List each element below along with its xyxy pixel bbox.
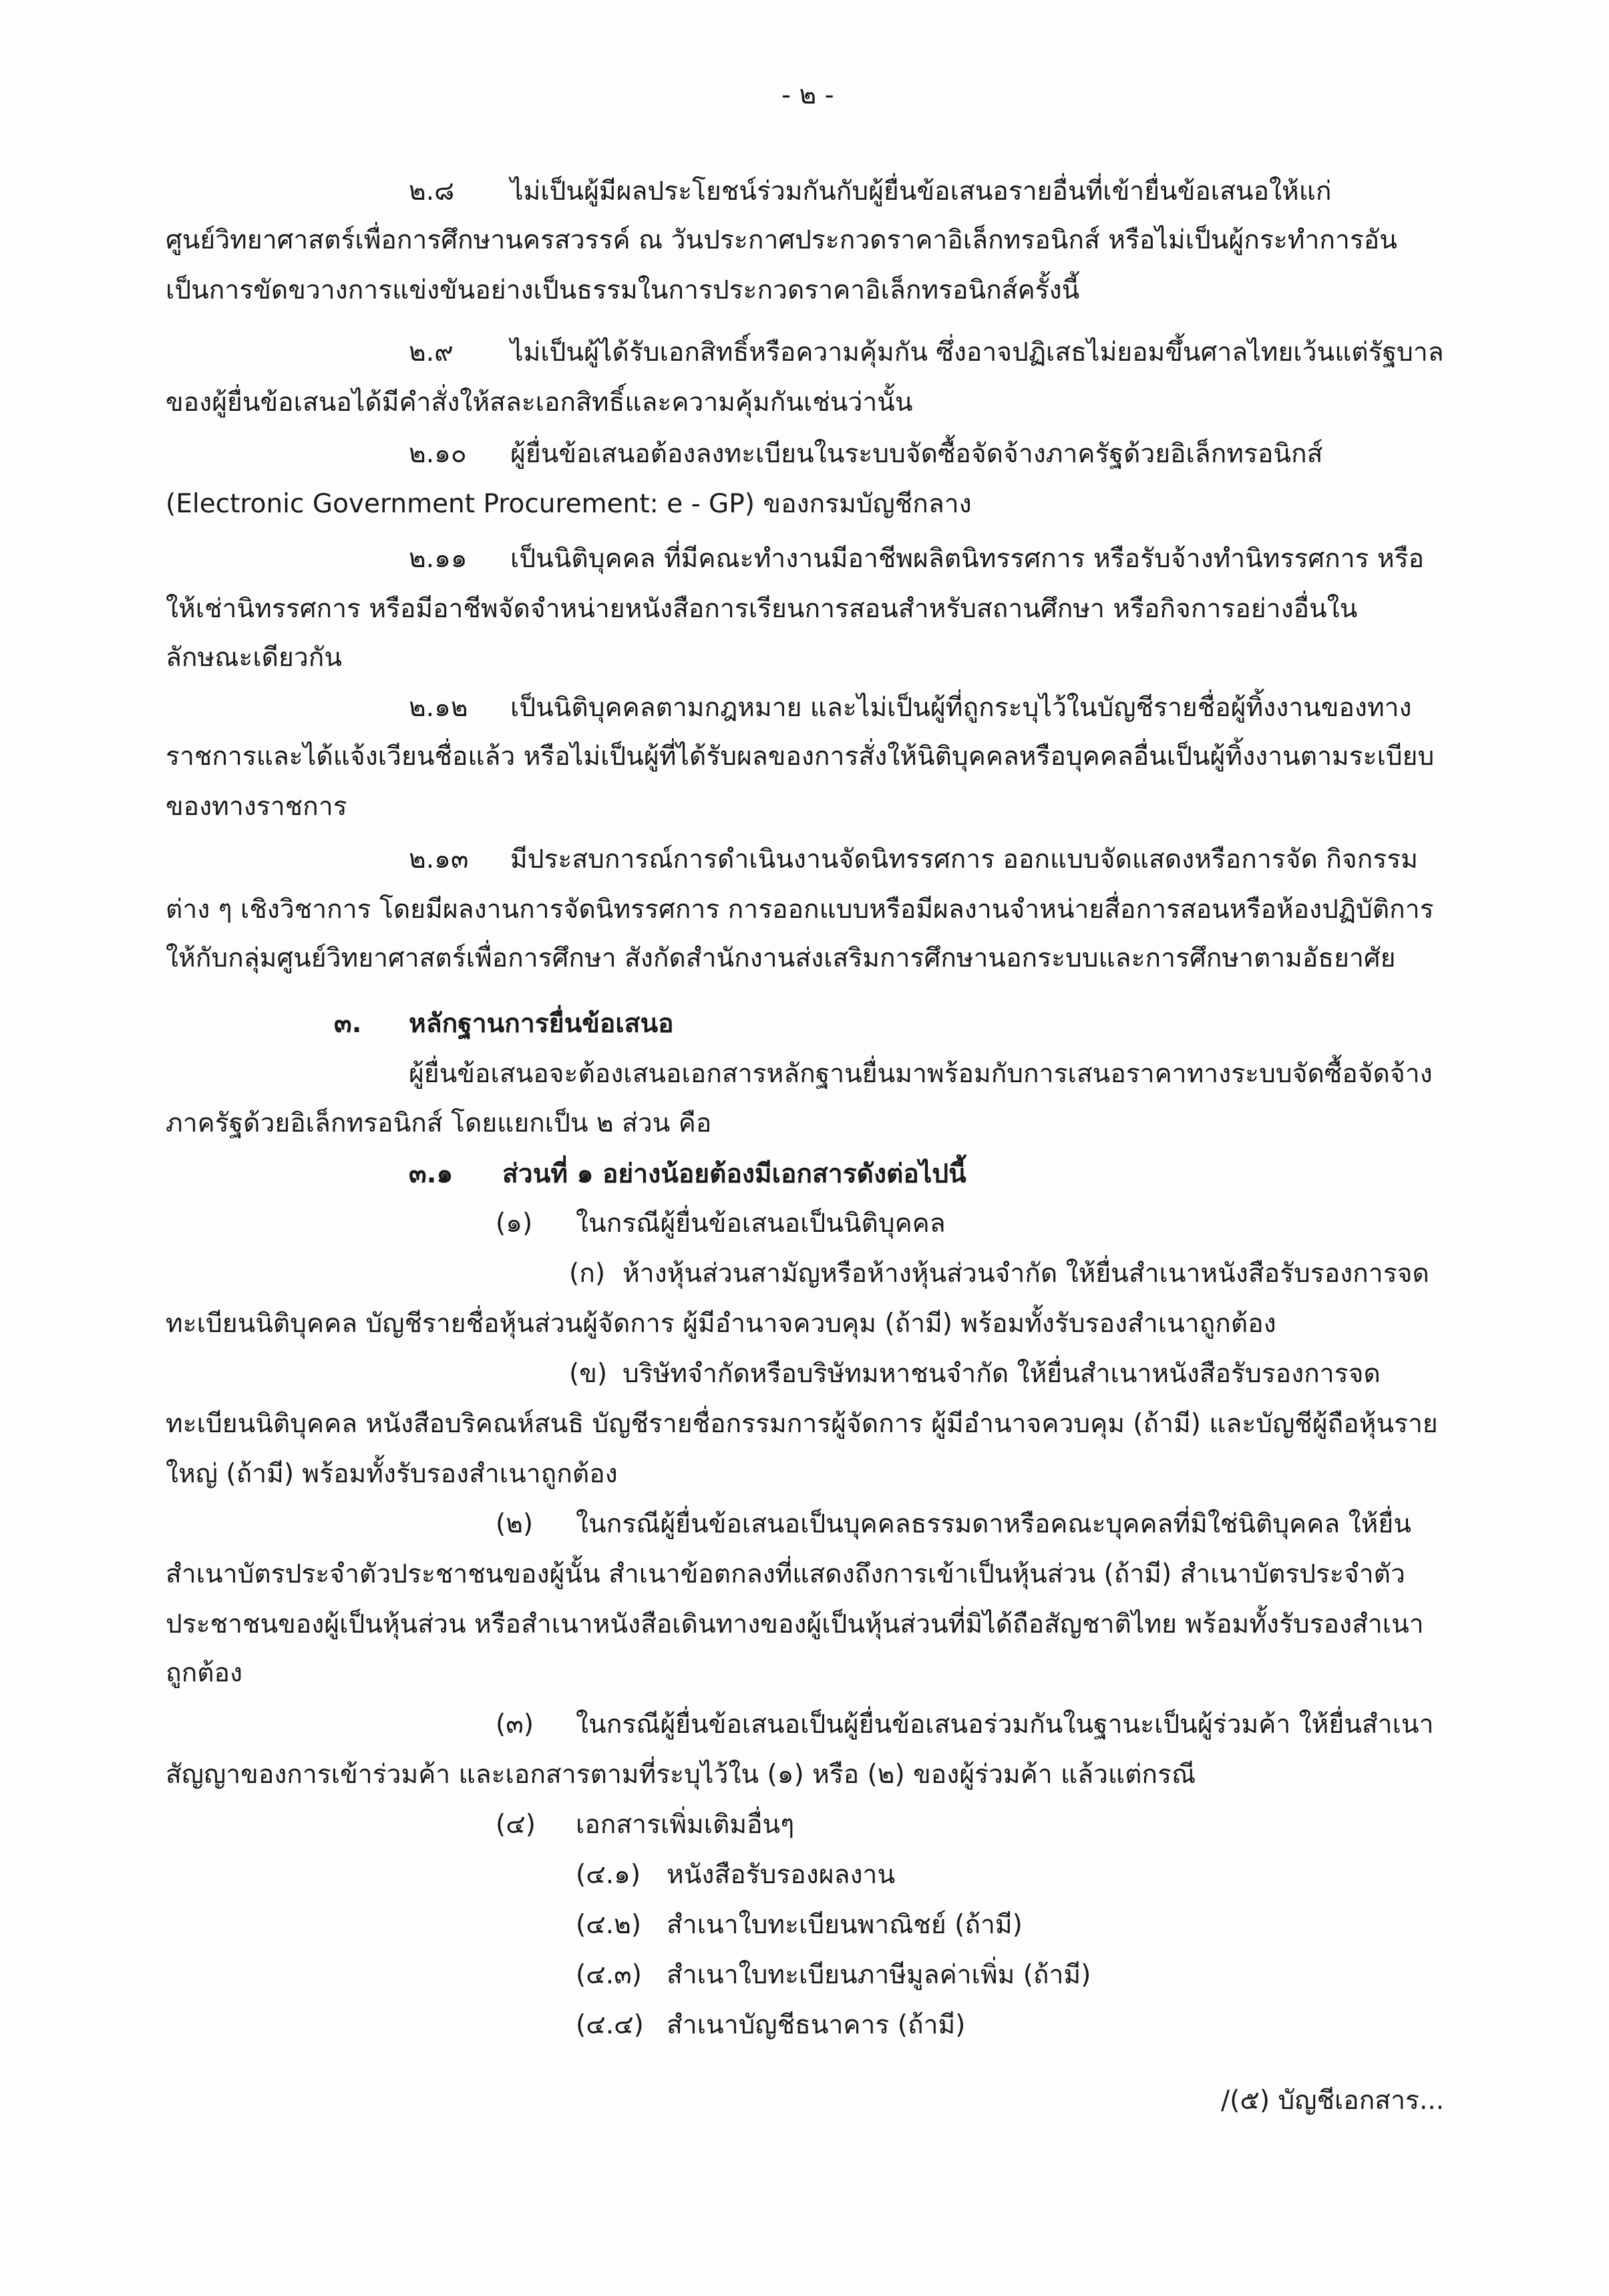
item-number: (๔) <box>496 1810 536 1840</box>
section-3-line-1: ผู้ยื่นข้อเสนอจะต้องเสนอเอกสารหลักฐานยื่นมาพร้อมกับการเสนอราคาทางระบบจัดซื้อจัดจ้าง <box>409 1059 1433 1089</box>
section-2-13-line-2: ต่าง ๆ เชิงวิชาการ โดยมีผลงานการจัดนิทรรศการ การออกแบบหรือมีผลงานจำหน่ายสื่อการสอนหรือห้องปฏิบัติการ <box>166 894 1434 925</box>
item-number: (ก) <box>569 1259 606 1289</box>
section-number: ๒.๘ <box>409 176 455 206</box>
item-1-b-line-1 <box>569 1357 1381 1391</box>
subitem-number: (๔.๒) <box>576 1910 642 1940</box>
item-number: (ข) <box>569 1359 608 1389</box>
section-2-9-line-2: ของผู้ยื่นข้อเสนอได้มีคำสั่งให้สละเอกสิทธิ์และความคุ้มกันเช่นว่านั้น <box>166 387 913 418</box>
section-text: เป็นนิติบุคคล ที่มีคณะทำงานมีอาชีพผลิตนิทรรศการ หรือรับจ้างทำนิทรรศการ หรือ <box>510 544 1425 574</box>
item-3-line-1 <box>496 1708 1433 1742</box>
subitem-number: (๔.๑) <box>576 1860 641 1890</box>
section-2-9-line-1 <box>409 336 1444 369</box>
item-3-line-2: สัญญาของการเข้าร่วมค้า และเอกสารตามที่ระบุไว้ใน (๑) หรือ (๒) ของผู้ร่วมค้า แล้วแต่กรณี <box>166 1760 1196 1790</box>
item-4-1 <box>576 1858 895 1892</box>
section-2-8-line-3: เป็นการขัดขวางการแข่งขันอย่างเป็นธรรมในการประกวดราคาอิเล็กทรอนิกส์ครั้งนี้ <box>166 275 1080 305</box>
item-number: (๓) <box>496 1709 534 1740</box>
section-number: ๒.๑๓ <box>409 844 469 874</box>
item-2-line-2: สำเนาบัตรประจำตัวประชาชนของผู้นั้น สำเนาข้อตกลงที่แสดงถึงการเข้าเป็นหุ้นส่วน (ถ้ามี) สำเนาบัตรประจำตัว <box>166 1559 1405 1589</box>
section-text: เป็นนิติบุคคลตามกฎหมาย และไม่เป็นผู้ที่ถูกระบุไว้ในบัญชีรายชื่อผู้ทิ้งงานของทาง <box>510 693 1412 723</box>
item-2-line-3: ประชาชนของผู้เป็นหุ้นส่วน หรือสำเนาหนังสือเดินทางของผู้เป็นหุ้นส่วนที่มิได้ถือสัญชาติไทย พร้อมทั้งรับรองสำเนา <box>166 1609 1424 1639</box>
section-number: ๓.๑ <box>409 1159 454 1189</box>
item-number: (๑) <box>496 1208 533 1239</box>
item-text: ในกรณีผู้ยื่นข้อเสนอเป็นนิติบุคคล <box>576 1208 946 1239</box>
page-number: - ๒ - <box>781 80 834 110</box>
subitem-text: สำเนาใบทะเบียนพาณิชย์ (ถ้ามี) <box>667 1910 1023 1940</box>
subitem-number: (๔.๓) <box>576 1960 643 1990</box>
section-2-8-line-2: ศูนย์วิทยาศาสตร์เพื่อการศึกษานครสวรรค์ ณ วันประกาศประกวดราคาอิเล็กทรอนิกส์ หรือไม่เป็นผู้กระทำการอัน <box>166 225 1397 255</box>
item-4-4 <box>576 2009 965 2042</box>
item-1-b-line-2: ทะเบียนนิติบุคคล หนังสือบริคณห์สนธิ บัญชีรายชื่อกรรมการผู้จัดการ ผู้มีอำนาจควบคุม (ถ้ามี) และบัญชีผู้ถือหุ้นราย <box>166 1409 1438 1439</box>
subitem-text: สำเนาบัญชีธนาคาร (ถ้ามี) <box>667 2010 966 2040</box>
item-1-a-line-2: ทะเบียนนิติบุคคล บัญชีรายชื่อหุ้นส่วนผู้จัดการ ผู้มีอำนาจควบคุม (ถ้ามี) พร้อมทั้งรับรองสำเนาถูกต้อง <box>166 1309 1276 1339</box>
item-4-line <box>496 1808 794 1842</box>
subitem-number: (๔.๔) <box>576 2010 644 2040</box>
section-title: หลักฐานการยื่นข้อเสนอ <box>409 1009 674 1039</box>
item-2-line-1 <box>496 1508 1411 1541</box>
item-4-3 <box>576 1959 1091 1992</box>
section-2-12-line-3: ของทางราชการ <box>166 792 347 822</box>
item-1-b-line-3: ใหญ่ (ถ้ามี) พร้อมทั้งรับรองสำเนาถูกต้อง <box>166 1459 618 1489</box>
section-2-10-line-2: (Electronic Government Procurement: e - GP) ของกรมบัญชีกลาง <box>166 489 972 519</box>
item-4-2 <box>576 1909 1023 1942</box>
section-text: ผู้ยื่นข้อเสนอต้องลงทะเบียนในระบบจัดซื้อจัดจ้างภาครัฐด้วยอิเล็กทรอนิกส์ <box>510 439 1323 469</box>
section-text: ไม่เป็นผู้มีผลประโยชน์ร่วมกันกับผู้ยื่นข้อเสนอรายอื่นที่เข้ายื่นข้อเสนอให้แก่ <box>510 176 1332 206</box>
section-text: มีประสบการณ์การดำเนินงานจัดนิทรรศการ ออกแบบจัดแสดงหรือการจัด กิจกรรม <box>510 844 1418 874</box>
subitem-text: หนังสือรับรองผลงาน <box>667 1860 896 1890</box>
item-2-line-4: ถูกต้อง <box>166 1658 243 1688</box>
section-2-8-line-1 <box>409 175 1332 208</box>
item-number: (๒) <box>496 1509 534 1539</box>
section-text: ไม่เป็นผู้ได้รับเอกสิทธิ์หรือความคุ้มกัน ซึ่งอาจปฏิเสธไม่ยอมขึ้นศาลไทยเว้นแต่รัฐบาล <box>510 337 1444 367</box>
section-2-12-line-2: ราชการและได้แจ้งเวียนชื่อแล้ว หรือไม่เป็นผู้ที่ได้รับผลของการสั่งให้นิติบุคคลหรือบุคคลอื่นเป็นผู้ทิ้งงานตามระเบียบ <box>166 742 1435 772</box>
item-1-a-line-1 <box>569 1257 1429 1291</box>
section-3-1-heading <box>409 1158 966 1191</box>
section-title: ส่วนที่ ๑ อย่างน้อยต้องมีเอกสารดังต่อไปนี้ <box>502 1159 966 1189</box>
item-text: ในกรณีผู้ยื่นข้อเสนอเป็นผู้ยื่นข้อเสนอร่วมกันในฐานะเป็นผู้ร่วมค้า ให้ยื่นสำเนา <box>576 1709 1434 1740</box>
continuation-note: /(๕) บัญชีเอกสาร... <box>1221 2086 1445 2116</box>
section-2-13-line-3: ให้กับกลุ่มศูนย์วิทยาศาสตร์เพื่อการศึกษา สังกัดสำนักงานส่งเสริมการศึกษานอกระบบและการศึกษาตามอัธยาศัย <box>166 943 1396 973</box>
section-2-13-line-1 <box>409 843 1418 876</box>
section-3-line-2: ภาครัฐด้วยอิเล็กทรอนิกส์ โดยแยกเป็น ๒ ส่วน คือ <box>166 1108 712 1138</box>
section-2-11-line-1 <box>409 542 1424 576</box>
section-2-12-line-1 <box>409 691 1412 725</box>
item-text: เอกสารเพิ่มเติมอื่นๆ <box>576 1810 795 1840</box>
item-text: ห้างหุ้นส่วนสามัญหรือห้างหุ้นส่วนจำกัด ให้ยื่นสำเนาหนังสือรับรองการจด <box>622 1259 1429 1289</box>
section-number: ๓. <box>334 1009 362 1039</box>
item-text: ในกรณีผู้ยื่นข้อเสนอเป็นบุคคลธรรมดาหรือคณะบุคคลที่มิใช่นิติบุคคล ให้ยื่น <box>576 1509 1411 1539</box>
section-number: ๒.๙ <box>409 337 454 367</box>
section-number: ๒.๑๒ <box>409 693 468 723</box>
section-3-heading <box>334 1007 674 1041</box>
subitem-text: สำเนาใบทะเบียนภาษีมูลค่าเพิ่ม (ถ้ามี) <box>667 1960 1091 1990</box>
section-2-11-line-3: ลักษณะเดียวกัน <box>166 643 343 673</box>
section-number: ๒.๑๑ <box>409 544 468 574</box>
section-2-11-line-2: ให้เช่านิทรรศการ หรือมีอาชีพจัดจำหน่ายหนังสือการเรียนการสอนสำหรับสถานศึกษา หรือกิจการอย่างอื่นใน <box>166 594 1358 624</box>
section-number: ๒.๑๐ <box>409 439 467 469</box>
item-text: บริษัทจำกัดหรือบริษัทมหาชนจำกัด ให้ยื่นสำเนาหนังสือรับรองการจด <box>622 1359 1381 1389</box>
section-2-10-line-1 <box>409 438 1322 471</box>
item-1-line <box>496 1207 946 1241</box>
